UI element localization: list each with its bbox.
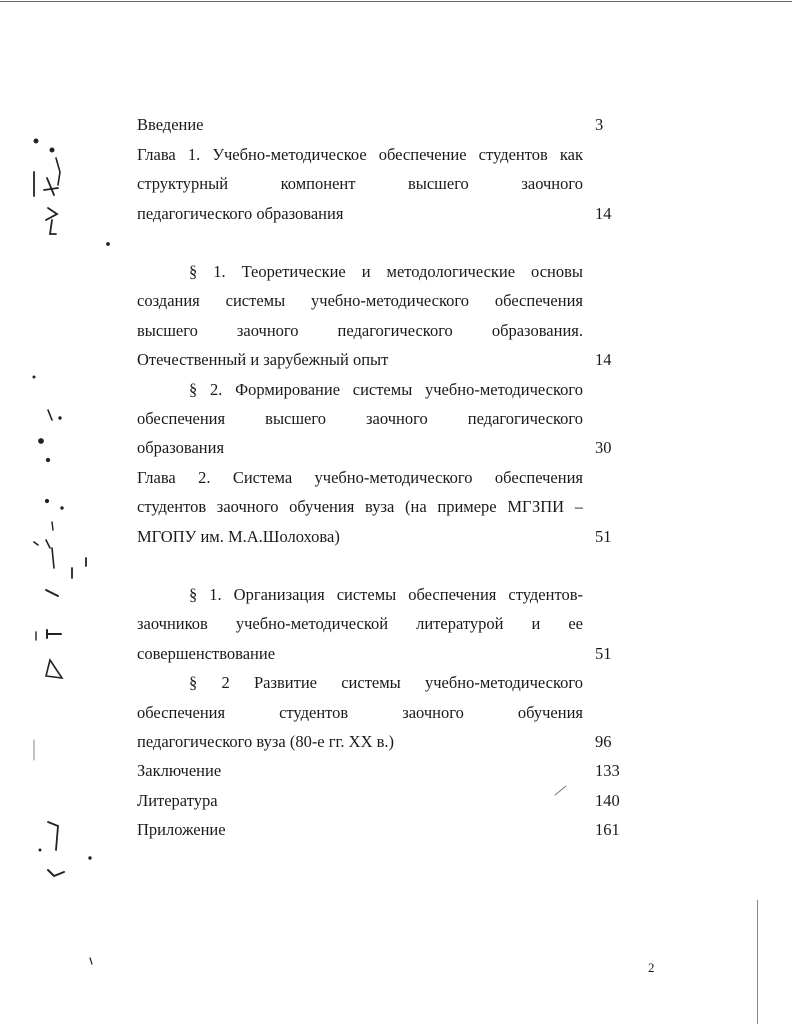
toc-page-number: 96 xyxy=(595,732,612,751)
toc-entry-line: § 1. Организация системы обеспечения студентов- xyxy=(189,585,583,604)
toc-entry-title: Заключение xyxy=(137,761,222,781)
toc-entry-chapter-1-section-1 xyxy=(137,257,583,375)
toc-entry-line: студентов заочного обучения вуза (на примере МГЗПИ – xyxy=(137,497,583,517)
toc-page-number: 133 xyxy=(595,761,620,781)
toc-entry-line: заочников учебно-методической литературой и ее xyxy=(137,614,583,634)
toc-entry-line: МГОПУ им. М.А.Шолохова) xyxy=(137,526,340,546)
toc-entry-title: Введение xyxy=(137,115,204,134)
toc-page-number: 140 xyxy=(595,790,620,810)
toc-entry-chapter-2-section-1 xyxy=(137,580,583,668)
toc-entry-line: § 2. Формирование системы учебно-методического xyxy=(189,379,583,399)
toc-page-number: 161 xyxy=(595,820,620,840)
toc-entry-line: педагогического вуза (80-е гг. XX в.) xyxy=(137,731,395,751)
page-number: 2 xyxy=(648,960,655,975)
toc-entry-line: § 1. Теоретические и методологические основы xyxy=(189,262,583,281)
toc-page-number: 3 xyxy=(595,115,604,134)
toc-entry-line: Отечественный и зарубежный опыт xyxy=(137,350,389,370)
toc-entry-line: § 2 Развитие системы учебно-методического xyxy=(189,673,583,693)
toc-entry-line: образования xyxy=(137,438,225,458)
toc-entry-appendix xyxy=(137,815,583,844)
toc-entry-line: высшего заочного педагогического образования. xyxy=(137,320,583,340)
toc-entry-line: обеспечения студентов заочного обучения xyxy=(137,702,583,722)
toc-entry-line: обеспечения высшего заочного педагогического xyxy=(137,408,583,428)
toc-entry-line: совершенствование xyxy=(137,643,276,663)
toc-page-number: 14 xyxy=(595,203,612,223)
toc-entry-literature xyxy=(137,786,583,815)
toc-entry-line: педагогического образования xyxy=(137,203,344,223)
toc-entry-line: Глава 2. Система учебно-методического обеспечения xyxy=(137,467,583,487)
toc-page-number: 51 xyxy=(595,643,612,663)
toc-entry-chapter-2 xyxy=(137,463,583,551)
toc-entry-introduction xyxy=(137,110,583,139)
toc-entry-conclusion xyxy=(137,756,583,785)
toc-entry-title: Литература xyxy=(137,790,218,810)
toc-page-number: 14 xyxy=(595,350,612,370)
toc-entry-line: Глава 1. Учебно-методическое обеспечение студентов как xyxy=(137,145,583,164)
toc-entry-title: Приложение xyxy=(137,820,226,840)
toc-entry-line: структурный компонент высшего заочного xyxy=(137,174,583,194)
toc-entry-line: создания системы учебно-методического обеспечения xyxy=(137,291,583,311)
toc-entry-chapter-1 xyxy=(137,140,583,228)
toc-page-number: 51 xyxy=(595,526,612,546)
toc-page-number: 30 xyxy=(595,438,612,458)
toc-entry-chapter-1-section-2 xyxy=(137,375,583,463)
toc-entry-chapter-2-section-2 xyxy=(137,668,583,756)
